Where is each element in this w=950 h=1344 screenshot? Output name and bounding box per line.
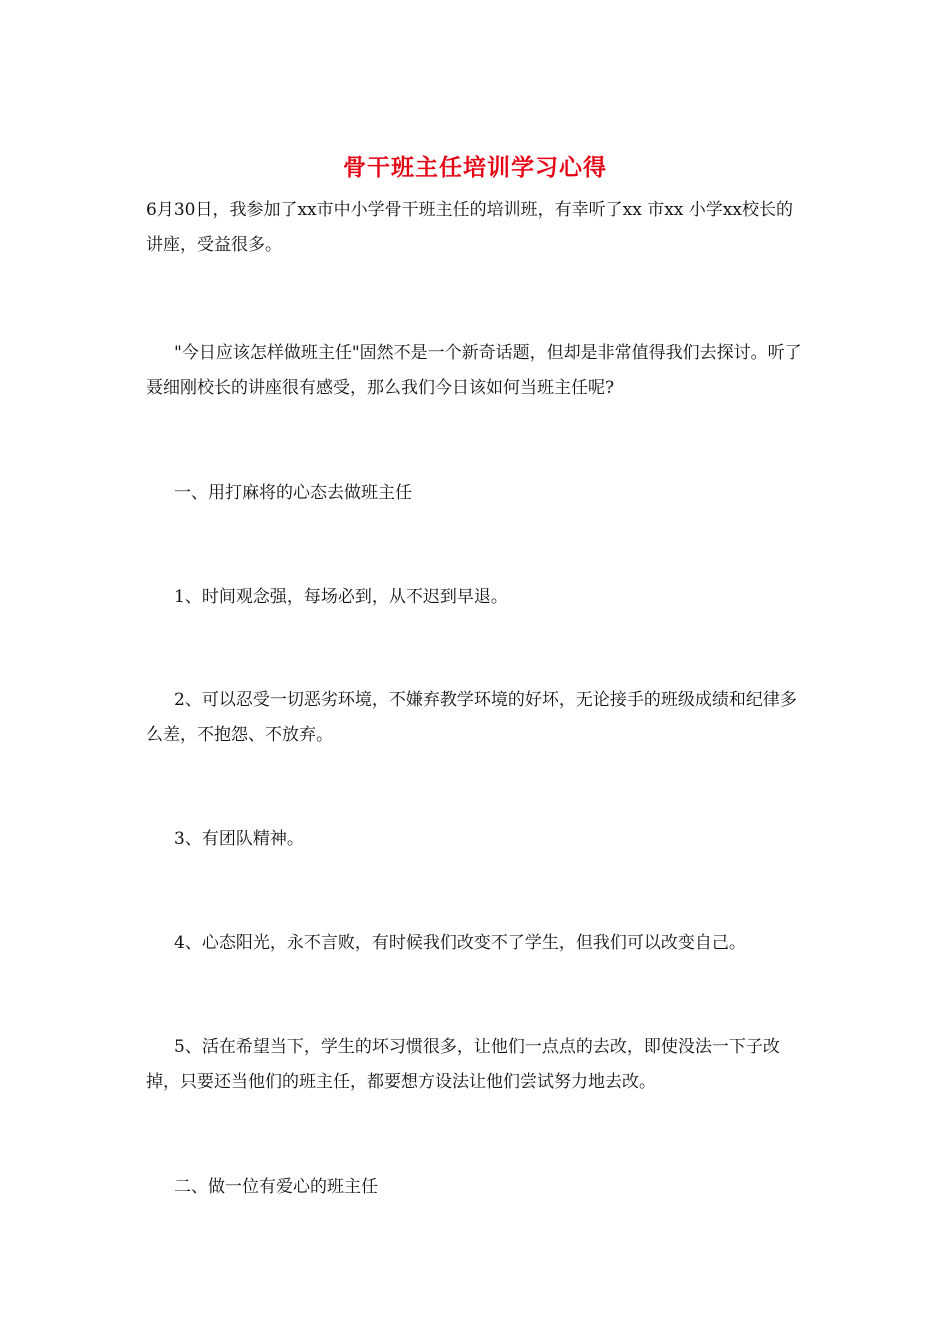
section-heading-1: 一、用打麻将的心态去做班主任 <box>174 483 412 503</box>
paragraph-topic: "今日应该怎样做班主任"固然不是一个新奇话题，但却是非常值得我们去探讨。听了聂细刚校长的讲座很有感受，那么我们今日该如何当班主任呢? <box>146 343 802 398</box>
document-title: 骨干班主任培训学习心得 <box>343 154 607 181</box>
list-item-1: 1、时间观念强，每场必到，从不迟到早退。 <box>174 587 508 607</box>
list-item-5: 5、活在希望当下，学生的坏习惯很多，让他们一点点的去改，即使没法一下子改掉，只要还当他们的班主任，都要想方设法让他们尝试努力地去改。 <box>146 1037 780 1092</box>
paragraph-intro: 6月30日，我参加了xx市中小学骨干班主任的培训班，有幸听了xx 市xx 小学xx校长的讲座，受益很多。 <box>146 200 793 255</box>
section-heading-2: 二、做一位有爱心的班主任 <box>174 1177 378 1197</box>
list-item-2: 2、可以忍受一切恶劣环境，不嫌弃教学环境的好坏，无论接手的班级成绩和纪律多么差，不抱怨、不放弃。 <box>146 690 797 745</box>
list-item-3: 3、有团队精神。 <box>174 829 304 849</box>
list-item-4: 4、心态阳光，永不言败，有时候我们改变不了学生，但我们可以改变自己。 <box>174 933 746 953</box>
